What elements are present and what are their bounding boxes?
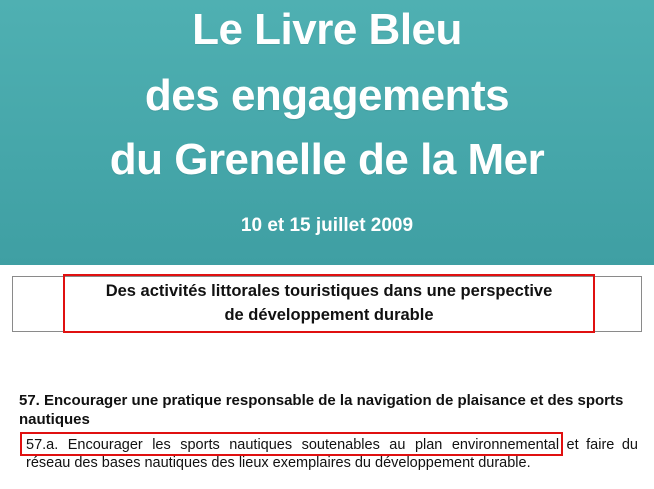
item-heading: 57. Encourager une pratique responsable de la navigation de plaisance et des sports nautiques bbox=[19, 392, 624, 428]
section-title-highlight bbox=[63, 274, 595, 333]
section-title-line-1: Des activités littorales touristiques dans une perspective bbox=[105, 282, 553, 300]
banner-date: 10 et 15 juillet 2009 bbox=[240, 215, 414, 236]
banner-title-line-2: des engagements bbox=[144, 71, 510, 120]
item-sub-highlight bbox=[20, 432, 563, 456]
banner-title-line-3: du Grenelle de la Mer bbox=[109, 135, 545, 184]
banner-title-line-1: Le Livre Bleu bbox=[192, 5, 462, 54]
section-title-line-2: de développement durable bbox=[224, 306, 434, 324]
item-sub-lead: 57.a. Encourager les sports nautiques soutenables au plan environnemental bbox=[26, 437, 560, 453]
item-sub-rest: et faire du réseau des bases nautiques des lieux exemplaires du développement durable. bbox=[26, 437, 638, 471]
